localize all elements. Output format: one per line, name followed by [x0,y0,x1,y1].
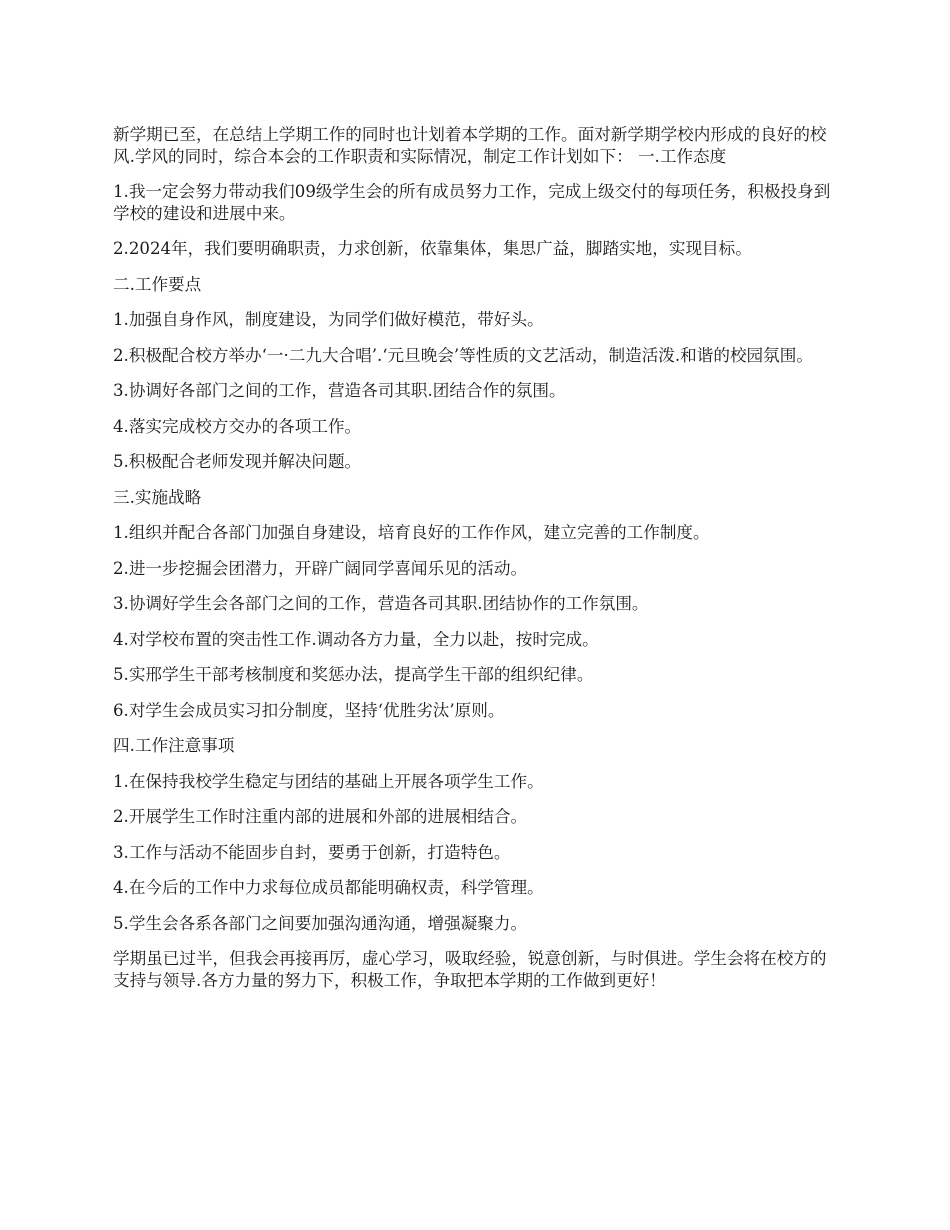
notes-item-3: 3.工作与活动不能固步自封，要勇于创新，打造特色。 [113,842,511,862]
key-point-5: 5.积极配合老师发现并解决问题。 [113,452,362,471]
closing-paragraph: 学期虽已过半，但我会再接再厉，虚心学习，吸取经验，锐意创新，与时俱进。学生会将在校方的支持与领导.各方力量的努力下，积极工作，争取把本学期的工作做到更好！ [113,949,827,990]
key-point-3: 3.协调好各部门之间的工作，营造各司其职.团结合作的氛围。 [113,381,566,400]
intro-paragraph: 新学期已至，在总结上学期工作的同时也计划着本学期的工作。面对新学期学校内形成的良好的校风.学风的同时，综合本会的工作职责和实际情况，制定工作计划如下： 一.工作态度 [113,125,827,166]
strategy-item-5: 5.实邢学生干部考核制度和奖惩办法，提高学生干部的组织纪律。 [113,665,594,684]
notes-item-4: 4.在今后的工作中力求每位成员都能明确权责，科学管理。 [113,878,544,897]
strategy-item-3: 3.协调好学生会各部门之间的工作，营造各司其职.团结协作的工作氛围。 [113,594,649,613]
key-point-1: 1.加强自身作风，制度建设，为同学们做好模范，带好头。 [113,310,544,329]
attitude-item-2: 2.2024年，我们要明确职责，力求创新，依靠集体，集思广益，脚踏实地，实现目标。 [113,239,752,258]
notes-item-2: 2.开展学生工作时注重内部的进展和外部的进展相结合。 [113,807,528,826]
document-page [113,124,840,1005]
strategy-item-2: 2.进一步挖掘会团潜力，开辟广阔同学喜闻乐见的活动。 [113,558,528,578]
key-point-2: 2.积极配合校方举办‘一·二九大合唱’.‘元旦晚会’等性质的文艺活动，制造活泼.和谐的校园氛围。 [113,345,813,365]
attitude-item-1: 1.我一定会努力带动我们09级学生会的所有成员努力工作，完成上级交付的每项任务，积极投身到学校的建设和进展中来。 [113,182,831,223]
key-point-4: 4.落实完成校方交办的各项工作。 [113,416,362,436]
notes-item-5: 5.学生会各系各部门之间要加强沟通沟通，增强凝聚力。 [113,913,528,933]
section-heading-notes: 四.工作注意事项 [113,736,235,755]
strategy-item-4: 4.对学校布置的突击性工作.调动各方力量，全力以赴，按时完成。 [113,629,599,649]
strategy-item-6: 6.对学生会成员实习扣分制度，坚持‘优胜劣汰’原则。 [113,700,505,720]
notes-item-1: 1.在保持我校学生稳定与团结的基础上开展各项学生工作。 [113,771,544,791]
section-heading-key-points: 二.工作要点 [113,274,202,294]
strategy-item-1: 1.组织并配合各部门加强自身建设，培育良好的工作作风，建立完善的工作制度。 [113,523,710,542]
section-heading-strategy: 三.实施战略 [113,487,202,507]
